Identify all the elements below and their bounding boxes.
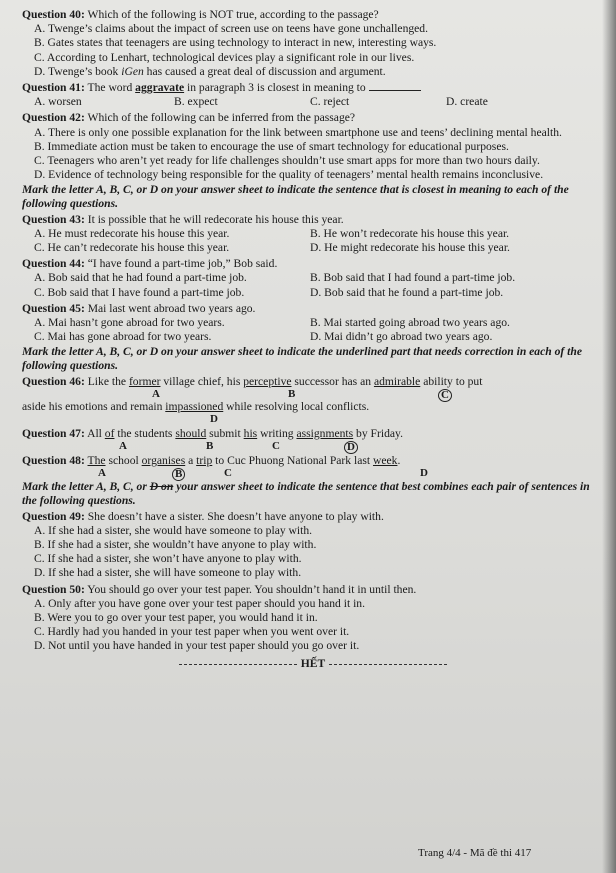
q40-option-b: B. Gates states that teenagers are using technology to interact in new, interesting ways. (34, 36, 437, 50)
q42-option-d: D. Evidence of technology being responsible for the quality of teenagers’ mental health remains inconclusive. (34, 168, 544, 182)
q45-options-cd (22, 330, 604, 344)
q50-option-c: C. Hardly had you handed in your test paper when you went over it. (34, 625, 350, 639)
q46-letters-2 (22, 414, 604, 425)
q40-option-c: C. According to Lenhart, technological devices play a significant role in our lives. (34, 50, 415, 64)
end-dash-right (329, 664, 447, 665)
q46-part-b: perceptive (243, 374, 292, 388)
q46-sentence-2: aside his emotions and remain impassioned while resolving local conflicts. (22, 399, 370, 413)
q49-option-d: D. If she had a sister, she will have someone to play with. (34, 566, 302, 580)
q48-part-a: The (87, 454, 106, 468)
q47-part-d: assignments (296, 427, 354, 441)
q50-option-b: B. Were you to go over your test paper, you would hand it in. (34, 611, 318, 625)
q45-option-d: D. Mai didn’t go abroad two years ago. (310, 330, 493, 344)
end-marker: HẾT (22, 657, 604, 671)
q44-option-c: C. Bob said that I have found a part-time job. (34, 285, 245, 299)
q46-letter-d: D (210, 413, 218, 426)
q43-option-b: B. He won’t redecorate his house this year. (310, 226, 510, 240)
q41-options (22, 95, 604, 109)
q42-option-c: C. Teenagers who aren’t yet ready for life challenges shouldn’t use smart apps for more than two hours daily. (34, 154, 540, 168)
q46-part-a: former (128, 374, 161, 388)
q49-option-a: A. If she had a sister, she would have someone to play with. (34, 523, 313, 537)
instruction-error-correction: Mark the letter A, B, C, or D on your answer sheet to indicate the underlined part that needs correction in each of the following questions. (22, 345, 582, 373)
q45-option-a: A. Mai hasn’t gone abroad for two years. (34, 316, 225, 330)
q41-option-a: A. worsen (34, 95, 82, 109)
q48-sentence: Question 48: The school organises a trip to Cuc Phuong National Park last week. (22, 454, 401, 468)
q41-option-d: D. create (446, 95, 488, 109)
q43-options-ab (22, 227, 604, 241)
q49-option-c: C. If she had a sister, she won’t have anyone to play with. (34, 552, 302, 566)
q40-option-a: A. Twenge’s claims about the impact of screen use on teens have gone unchallenged. (34, 22, 428, 36)
end-dash-left (179, 664, 297, 665)
crossed-out-text: D on (149, 480, 174, 494)
q44-option-a: A. Bob said that he had found a part-time job. (34, 271, 247, 285)
q50-option-a: A. Only after you have gone over your test paper should you hand it in. (34, 596, 365, 610)
q43-option-c: C. He can’t redecorate his house this year. (34, 241, 230, 255)
q47-letter-c: C (272, 440, 280, 453)
q42-stem: Question 42: Which of the following can be inferred from the passage? (22, 111, 356, 125)
q46-sentence-1: Question 46: Like the former village chief, his perceptive successor has an admirable ability to put (22, 374, 483, 388)
q41-stem: Question 41: The word aggravate in paragraph 3 is closest in meaning to (22, 81, 604, 95)
q41-option-c: C. reject (310, 95, 350, 109)
q43-option-d: D. He might redecorate his house this year. (310, 241, 510, 255)
q48-letters (22, 468, 604, 479)
q42-option-a: A. There is only one possible explanation for the link between smartphone use and teens’ declining mental health. (34, 125, 562, 139)
q41-blank (369, 90, 421, 91)
instruction-closest-meaning: Mark the letter A, B, C, or D on your answer sheet to indicate the sentence that is closest in meaning to each of the following questions. (22, 183, 569, 211)
q46-letter-b: B (288, 387, 296, 400)
q42-option-b: B. Immediate action must be taken to encourage the use of smart technology for educational purposes. (34, 139, 509, 153)
page-shadow (602, 0, 616, 873)
q44-option-d: D. Bob said that he found a part-time job. (310, 285, 504, 299)
q45-stem: Question 45: Mai last went abroad two years ago. (22, 301, 256, 315)
q48-letter-c: C (224, 467, 232, 480)
q50-option-d: D. Not until you have handed in your test paper should you go over it. (34, 639, 360, 653)
q49-option-b: B. If she had a sister, she wouldn’t have anyone to play with. (34, 538, 317, 552)
q40-option-d: D. Twenge’s book iGen has caused a great deal of discussion and argument. (34, 64, 386, 78)
q41-option-b: B. expect (174, 95, 218, 109)
exam-content (22, 6, 604, 671)
q46-letter-a: A (152, 387, 160, 400)
q47-letter-a: A (119, 440, 127, 453)
q47-part-a: of (104, 427, 115, 441)
q45-options-ab (22, 316, 604, 330)
q44-stem: Question 44: “I have found a part-time job,” Bob said. (22, 257, 278, 271)
q45-option-c: C. Mai has gone abroad for two years. (34, 330, 212, 344)
q43-option-a: A. He must redecorate his house this year. (34, 226, 230, 240)
q43-options-cd (22, 241, 604, 255)
q44-options-cd (22, 286, 604, 300)
q45-option-b: B. Mai started going abroad two years ago. (310, 316, 510, 330)
q48-letter-a: A (98, 467, 106, 480)
page-footer: Trang 4/4 - Mã đề thi 417 (418, 847, 532, 859)
q47-part-b: should (175, 427, 207, 441)
q48-letter-d: D (420, 467, 428, 480)
q48-part-b: organises (141, 454, 186, 468)
q47-letters (22, 441, 604, 452)
instruction-combine-sentences: Mark the letter A, B, C, or D on your answer sheet to indicate the sentence that best combines each pair of sentences in the following questions. (22, 480, 590, 508)
q48-part-d: week (372, 454, 398, 468)
q46-part-c: admirable (373, 374, 421, 388)
q41-target-word: aggravate (135, 81, 185, 95)
q50-stem: Question 50: You should go over your test paper. You shouldn’t hand it in until then. (22, 582, 417, 596)
q47-part-c: his (243, 427, 258, 441)
q46-letter-c: C (438, 389, 452, 402)
q48-letter-b: B (172, 468, 185, 481)
q49-stem: Question 49: She doesn’t have a sister. She doesn’t have anyone to play with. (22, 509, 384, 523)
q44-options-ab (22, 271, 604, 285)
q46-letters-1 (22, 389, 604, 400)
q40-stem: Question 40: Which of the following is NOT true, according to the passage? (22, 8, 379, 21)
q43-stem: Question 43: It is possible that he will redecorate his house this year. (22, 212, 344, 226)
q47-letter-d: D (344, 441, 358, 454)
q47-letter-b: B (206, 440, 214, 453)
q47-sentence: Question 47: All of the students should submit his writing assignments by Friday. (22, 427, 403, 441)
q46-part-d: impassioned (165, 399, 224, 413)
q44-option-b: B. Bob said that I had found a part-time job. (310, 271, 516, 285)
q48-part-c: trip (196, 454, 213, 468)
